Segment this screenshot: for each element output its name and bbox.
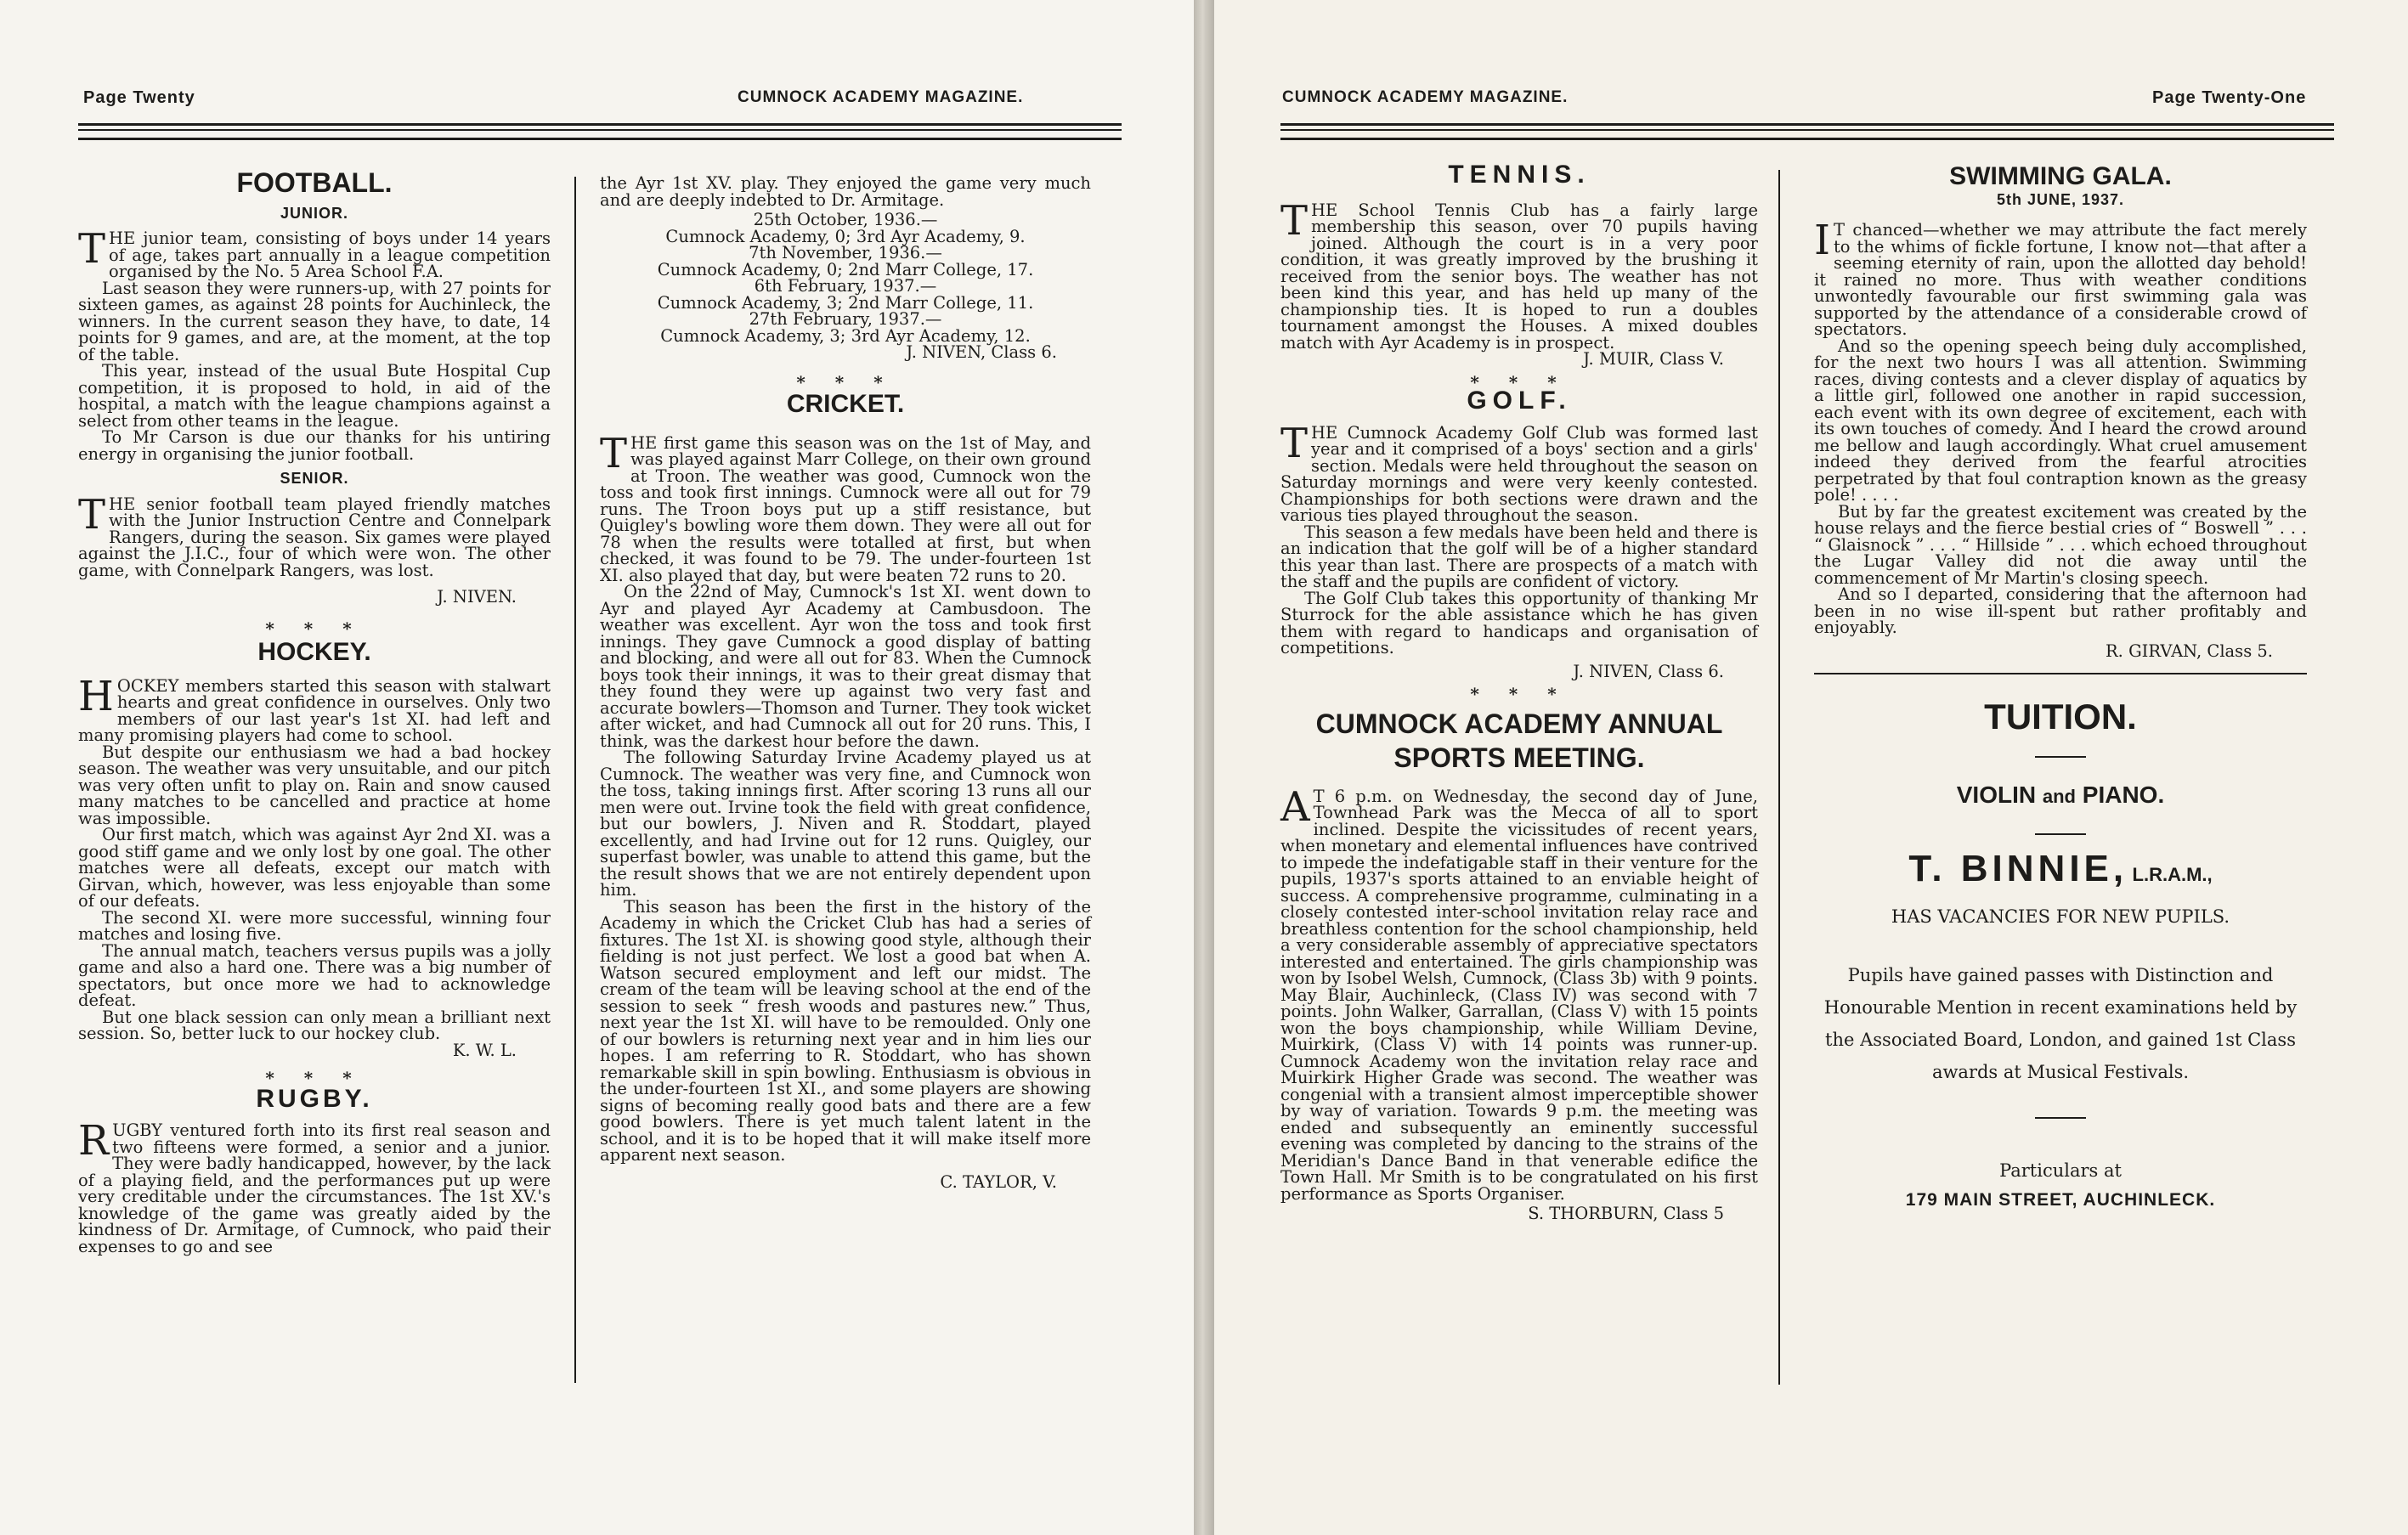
result-line: Cumnock Academy, 0; 3rd Ayr Academy, 9.	[665, 226, 1026, 246]
subject-piano: PIANO.	[2082, 781, 2165, 808]
golf-title: GOLF.	[1467, 387, 1572, 415]
rugby-results	[600, 212, 1091, 344]
vacancies-text: HAS VACANCIES FOR NEW PUPILS.	[1891, 906, 2230, 927]
tuition-title: TUITION.	[1984, 697, 2137, 736]
paragraph: The annual match, teachers versus pupils was a jolly game and also a hard one. There was a big number of spectators, but once more we had to acknowledge defeat.	[78, 940, 551, 1010]
paragraph: UGBY ventured forth into its first real season and two fifteens were formed, a senior and a junior. They were badly handicapped, however, by the lack of a playing field, and the performances put up were very creditable under the circumstances. The 1st XV.'s knowledge of the game was greatly aided by the kindness of Dr. Armitage, of Cumnock, who paid their expenses to go and see	[78, 1120, 551, 1256]
magazine-title: CUMNOCK ACADEMY MAGAZINE.	[1282, 88, 1569, 106]
drop-cap: T	[78, 490, 106, 539]
hockey-title: HOCKEY.	[257, 638, 371, 666]
pupils-text: Pupils have gained passes with Distinction and Honourable Mention in recent examinations held by the Associated Board, London, and gained 1st Class awards at Musical Festivals.	[1823, 965, 2298, 1082]
result-line: Cumnock Academy, 0; 2nd Marr College, 17.	[657, 259, 1034, 279]
right-column-1	[1280, 161, 1758, 1222]
sports-title-line-1: CUMNOCK ACADEMY ANNUAL	[1315, 708, 1723, 739]
paragraph: This year, instead of the usual Bute Hospital Cup competition, it is proposed to hold, in aid of the hospital, a match with the league champions against a select from other teams in the league.	[78, 361, 551, 431]
paragraph: This season a few medals have been held and there is an indication that the golf will be of a higher standard this year than last. There are prospects of a match with the staff and the pupils are confident of victory.	[1280, 522, 1758, 591]
signature: J. NIVEN, Class 6.	[1573, 661, 1724, 681]
paragraph: The following Saturday Irvine Academy played us at Cumnock. The weather was very fine, and Cumnock won the toss, taking innings first. After scoring 13 runs all our men were out. Irvine took the field with great confidence, but our bowlers, J. Niven and R. Stoddart, played excellently, and had Irvine out for 12 runs. Quigley, our superfast bowler, was unable to attend this game, but the the result shows that we are not entirely dependent upon him.	[600, 748, 1091, 900]
paragraph: HE Cumnock Academy Golf Club was formed last year and it comprised of a boys' section and a girls' section. Medals were held throughout the season on Saturday mornings and were very keenly contested. Championships for both sections were drawn and the various ties played throughout the season.	[1280, 422, 1758, 525]
drop-cap: T	[1280, 419, 1309, 467]
football-title: FOOTBALL.	[236, 167, 393, 198]
drop-cap: H	[78, 672, 114, 720]
paragraph: To Mr Carson is due our thanks for his untiring energy in organising the junior football.	[78, 427, 551, 464]
magazine-title: CUMNOCK ACADEMY MAGAZINE.	[738, 88, 1024, 106]
swimming-date: 5th JUNE, 1937.	[1996, 190, 2125, 208]
right-column-2	[1814, 161, 2307, 1208]
result-line: 6th February, 1937.—	[754, 276, 937, 296]
rugby-title: RUGBY.	[256, 1084, 373, 1113]
paragraph: And so I departed, considering that the afternoon had been in no wise ill-spent but rather profitably and enjoyably.	[1814, 584, 2307, 637]
header-rule	[78, 123, 1122, 140]
signature: S. THORBURN, Class 5	[1528, 1204, 1724, 1223]
tuition-advert	[1814, 697, 2307, 1210]
signature: K. W. L.	[452, 1040, 517, 1060]
column-rule	[1778, 170, 1780, 1385]
paragraph: the Ayr 1st XV. play. They enjoyed the game very much and are deeply indebted to Dr. Armitage.	[600, 173, 1091, 210]
signature: R. GIRVAN, Class 5.	[2106, 641, 2273, 661]
section-divider-stars: * * *	[1470, 371, 1569, 392]
paragraph: This season has been the first in the history of the Academy in which the Cricket Club has had a series of fixtures. The 1st XI. is showing good style, although their fielding is not just perfect. We lost a good bat when A. Watson secured employment and left our midst. The cream of the team will be leaving school at the end of the session to seek “ fresh woods and pastures new.” Thus, next year the 1st XI. will have to be remoulded. Only one of our bowlers is returning next year and in him lies our hopes. I am referring to R. Stoddart, who has shown remarkable skill in spin bowling. Enthusiasm is obvious in the under-fourteen 1st XI., and some players are showing signs of becoming really good bats and there are a few good bowlers. There is yet much talent latent in the school, and it is to be hoped that it will make itself more apparent next season.	[600, 896, 1091, 1165]
paragraph: OCKEY members started this season with stalwart hearts and great confidence in ourselves. Only two members of our last year's 1st XI. had left and many promising players had come to school.	[78, 675, 551, 745]
section-divider-stars: * * *	[796, 371, 895, 392]
column-rule	[574, 177, 576, 1383]
short-rule	[2035, 833, 2086, 835]
page-number: Page Twenty-One	[2152, 88, 2307, 107]
drop-cap: R	[78, 1117, 110, 1165]
teacher-line	[1814, 848, 2307, 889]
short-rule	[2035, 756, 2086, 758]
drop-cap: A	[1280, 782, 1310, 831]
paragraph: HE School Tennis Club has a fairly large membership this season, over 70 pupils having joined. Although the court is in a very poor condition, it was greatly improved by the brushing it received from the senior boys. The weather has not been kind this year, and has held up many of the championship ties. It is hoped to run a doubles tournament amongst the Houses. A mixed doubles match with Ayr Academy is in prospect.	[1280, 200, 1758, 353]
paragraph: The Golf Club takes this opportunity of thanking Mr Sturrock for the able assistance which he has given them with regard to handicaps and organisation of competitions.	[1280, 588, 1758, 657]
signature: J. NIVEN, Class 6.	[906, 342, 1057, 362]
signature: J. MUIR, Class V.	[1583, 349, 1724, 369]
result-line: Cumnock Academy, 3; 2nd Marr College, 11.	[657, 292, 1034, 313]
signature: C. TAYLOR, V.	[940, 1171, 1057, 1192]
cricket-title: CRICKET.	[786, 390, 905, 418]
paragraph: HE senior football team played friendly matches with the Junior Instruction Centre and Connelpark Rangers, during the season. Six games were played against the J.I.C., four of which were won. The other game, with Connelpark Rangers, was lost.	[78, 494, 551, 580]
paragraph: The second XI. were more successful, winning four matches and losing five.	[78, 907, 551, 944]
left-column-2	[600, 175, 1091, 1190]
signature: J. NIVEN.	[437, 587, 517, 607]
teacher-name: T. BINNIE,	[1908, 848, 2128, 889]
paragraph: On the 22nd of May, Cumnock's 1st XI. went down to Ayr and played Ayr Academy at Cambusdoon. The weather was excellent. Ayr won the toss and took first innings. They gave Cumnock a good display of batting and blocking, and were all out for 83. When the Cumnock boys took their innings, it was to their great dismay that they found they were up against two very fast and accurate bowlers—Thomson and Turner. They took wicket after wicket, and had Cumnock all out for 20 runs. This, I think, was the darkest hour before the dawn.	[600, 582, 1091, 751]
drop-cap: T	[600, 429, 628, 477]
teacher-qualification: L.R.A.M.,	[2132, 864, 2213, 885]
right-page	[1214, 0, 2408, 1535]
left-page	[0, 0, 1194, 1535]
paragraph: Our first match, which was against Ayr 2nd XI. was a good stiff game and we only lost by one goal. The other matches were all defeats, except our match with Girvan, which, however, was less enjoyable than some of our defeats.	[78, 825, 551, 911]
drop-cap: T	[78, 225, 106, 273]
sports-title-line-2: SPORTS MEETING.	[1393, 742, 1645, 773]
result-line: 7th November, 1936.—	[749, 243, 942, 262]
section-divider-stars: * * *	[265, 618, 364, 639]
subject-violin: VIOLIN	[1956, 781, 2037, 808]
result-line: 27th February, 1937.—	[749, 309, 942, 329]
subject-and: and	[2042, 785, 2076, 807]
swimming-title: SWIMMING GALA.	[1949, 162, 2172, 190]
section-rule	[1814, 673, 2307, 674]
book-gutter	[1194, 0, 1214, 1535]
address: 179 MAIN STREET, AUCHINLECK.	[1905, 1189, 2216, 1210]
paragraph: And so the opening speech being duly accomplished, for the next two hours I was all attention. Swimming races, diving contests and a clever display of aquatics by a little girl, followed one another in rapid succession, each event with its own degree of excitement, each with its own touches of comedy. And I heard the crowd around me bellow and laugh accordingly. What cruel amusement indeed they derived from the fearful atrocities perpetrated by that foul contraption known as the greasy pole! . . . .	[1814, 336, 2307, 505]
paragraph: But despite our enthusiasm we had a bad hockey season. The weather was very unsuitable, and our pitch was very often unfit to play on. Rain and snow caused many matches to be cancelled and practice at home was impossible.	[78, 742, 551, 828]
junior-heading: JUNIOR.	[280, 204, 348, 222]
paragraph: Last season they were runners-up, with 27 points for sixteen games, as against 28 points for Auchinleck, the winners. In the current season they have, to date, 14 points for 9 games, and are, at the moment, at the top of the table.	[78, 278, 551, 364]
drop-cap: T	[1280, 196, 1309, 245]
drop-cap: I	[1814, 217, 1830, 264]
result-line: Cumnock Academy, 3; 3rd Ayr Academy, 12.	[660, 325, 1031, 346]
senior-heading: SENIOR.	[280, 470, 349, 487]
page-number: Page Twenty	[83, 88, 195, 107]
paragraph: HE junior team, consisting of boys under 14 years of age, takes part annually in a league competition organised by the No. 5 Area School F.A.	[109, 229, 551, 281]
tennis-title: TENNIS.	[1448, 161, 1591, 189]
left-column-1	[78, 161, 551, 1255]
header-rule	[1280, 123, 2334, 140]
short-rule	[2035, 1117, 2086, 1119]
paragraph: HE first game this season was on the 1st of May, and was played against Marr College, on their own ground at Troon. The weather was good, Cumnock won the toss and took first innings. Cumnock were all out for 79 runs. The Troon boys put up a stiff resistance, but Quigley's bowling wore them down. They were all out for 78 when the results were totalled at first, but when checked, it was found to be 79. The under-fourteen 1st XI. also played that day, but were beaten 72 runs to 20.	[600, 432, 1091, 585]
particulars-label: Particulars at	[1999, 1160, 2122, 1181]
section-divider-stars: * * *	[1470, 684, 1569, 704]
paragraph: But by far the greatest excitement was created by the house relays and the fierce bestial cries of “ Boswell ” . . . “ Glaisnock ” . . . “ Hillside ” . . . which echoed throughout the Lugar Valley did not die away until the commencement of Mr Martin's closing speech.	[1814, 501, 2307, 588]
tuition-subjects	[1814, 781, 2307, 808]
paragraph: But one black session can only mean a brilliant next session. So, better luck to our hockey club.	[78, 1007, 551, 1043]
paragraph: T chanced—whether we may attribute the fact merely to the whims of fickle fortune, I know not—that after a seeming eternity of rain, upon the allotted day behold! it rained no more. Thus with weather conditions unwontedly favourable our first swimming gala was supported by the attendance of a considerable crowd of spectators.	[1814, 220, 2307, 339]
paragraph: T 6 p.m. on Wednesday, the second day of June, Townhead Park was the Mecca of all to sport inclined. Despite the vicissitudes of recent years, when monetary and elemental influences have contrived to impede the indefatigable staff in their venture for the pupils, 1937's sports attained to an enviable height of success. A comprehensive programme, culminating in a closely contested inter-school invitation relay race and breathless contention for the school championship, held a very considerable assembly of appreciative spectators interested and entertained. The girls championship was won by Isobel Welsh, Cumnock, (Class 3b) with 9 points. May Blair, Auchinleck, (Class IV) was second with 7 points. John Walker, Garrallan, (Class V) with 15 points won the boys championship, while William Devine, Muirkirk, (Class V) with 14 points was runner-up. Cumnock Academy won the invitation relay race and Muirkirk Higher Grade was second. The weather was congenial with a transient almost imperceptible shower by way of variation. Towards 9 p.m. the meeting was ended and subsequently an eminently successful evening was completed by dancing to the strains of the Meridian's Dance Band in that venerable edifice the Town Hall. Mr Smith is to be congratulated on his first performance as Sports Organiser.	[1280, 786, 1758, 1204]
section-divider-stars: * * *	[265, 1068, 364, 1088]
result-line: 25th October, 1936.—	[753, 210, 938, 229]
